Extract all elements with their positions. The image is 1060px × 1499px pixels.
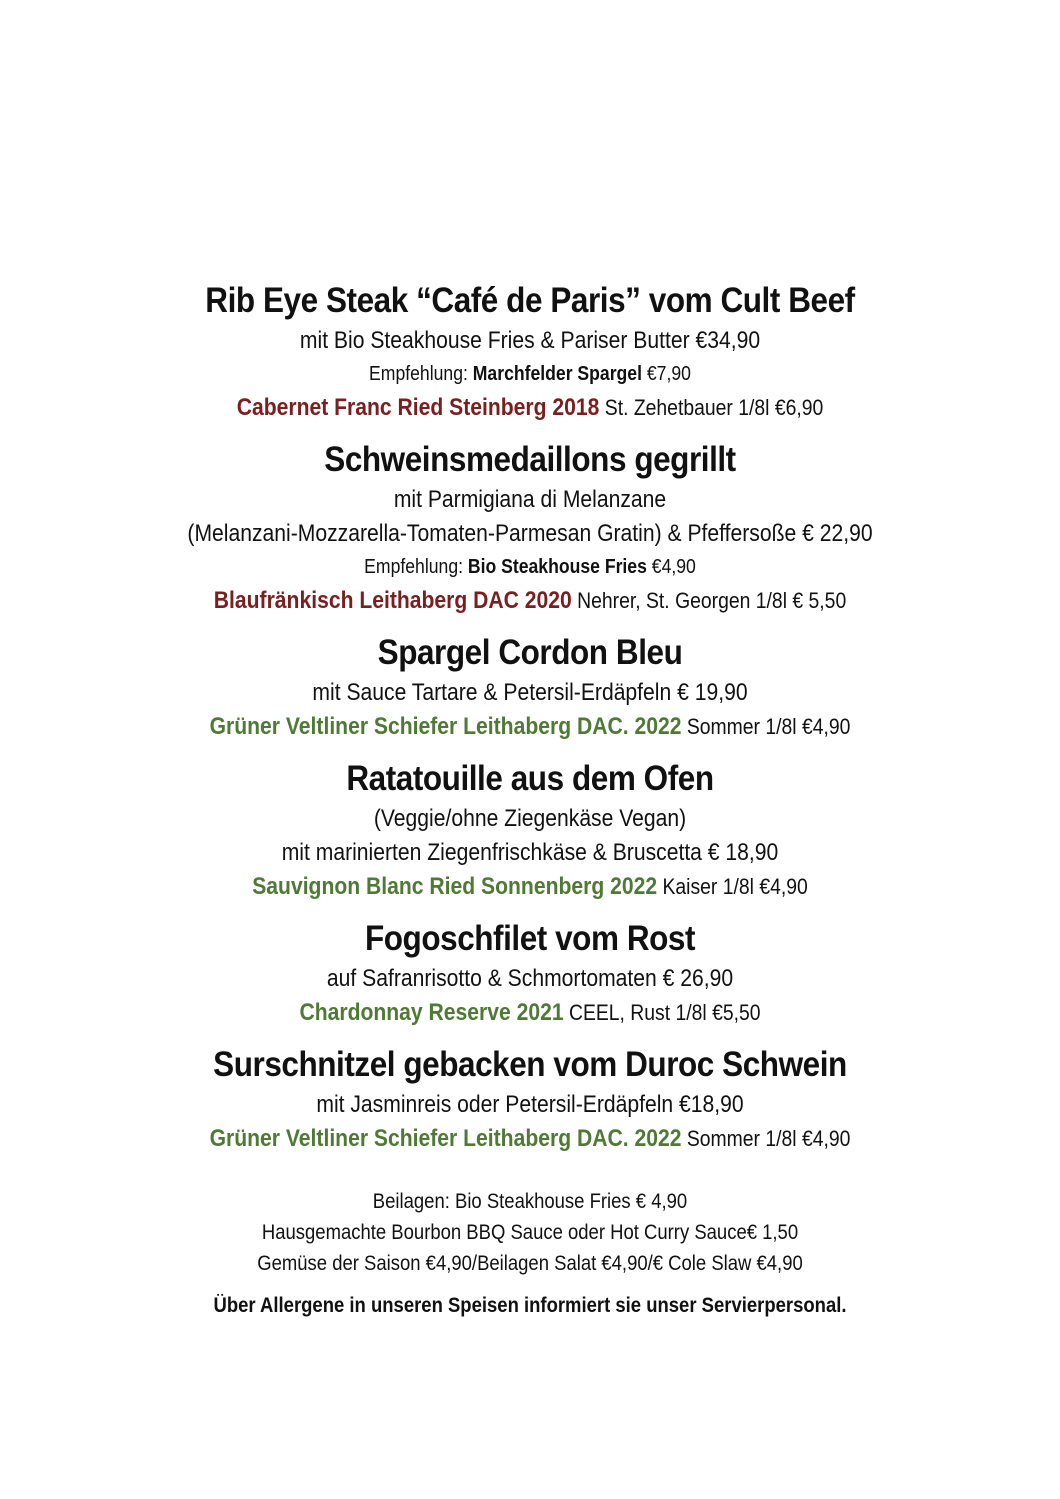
wine-details: Sommer 1/8l €4,90 [681, 714, 851, 739]
recommendation-price: €7,90 [641, 363, 691, 385]
wine-pairing [64, 710, 997, 744]
wine-name: Grüner Veltliner Schiefer Leithaberg DAC. 2022 [209, 1125, 682, 1152]
side-dish-line: Beilagen: Bio Steakhouse Fries € 4,90 [372, 1190, 688, 1213]
wine-details: Sommer 1/8l €4,90 [681, 1126, 851, 1151]
wine-details: CEEL, Rust 1/8l €5,50 [563, 1000, 761, 1025]
dish-recommendation [64, 358, 997, 391]
recommendation-prefix: Empfehlung: [364, 556, 468, 578]
dish-ratatouille [0, 756, 1060, 904]
recommendation-price: €4,90 [646, 556, 696, 578]
dish-title: Rib Eye Steak “Café de Paris” vom Cult Beef [205, 281, 855, 320]
wine-name: Chardonnay Reserve 2021 [299, 999, 564, 1026]
wine-pairing [64, 584, 997, 618]
dish-title: Spargel Cordon Bleu [377, 633, 683, 672]
recommendation-item: Bio Steakhouse Fries [467, 556, 647, 578]
side-dish-line: Gemüse der Saison €4,90/Beilagen Salat €4,90/€ Cole Slaw €4,90 [257, 1252, 803, 1275]
wine-details: Nehrer, St. Georgen 1/8l € 5,50 [571, 588, 847, 613]
dish-title: Ratatouille aus dem Ofen [346, 759, 714, 798]
allergen-note: Über Allergene in unseren Speisen informiert sie unser Servierpersonal. [213, 1294, 847, 1317]
dish-title: Fogoschfilet vom Rost [364, 919, 696, 958]
dish-description: mit Jasminreis oder Petersil-Erdäpfeln €18,90 [316, 1091, 744, 1118]
wine-pairing [64, 391, 997, 425]
wine-pairing [64, 870, 997, 904]
side-dish-line: Hausgemachte Bourbon BBQ Sauce oder Hot Curry Sauce€ 1,50 [261, 1221, 799, 1244]
wine-pairing [64, 1122, 997, 1156]
dish-schweinsmedaillons [0, 437, 1060, 618]
dish-description: auf Safranrisotto & Schmortomaten € 26,90 [326, 965, 734, 992]
dish-description: mit Sauce Tartare & Petersil-Erdäpfeln € 19,90 [312, 679, 748, 706]
dish-title: Surschnitzel gebacken vom Duroc Schwein [213, 1045, 847, 1084]
wine-name: Blaufränkisch Leithaberg DAC 2020 [213, 587, 572, 614]
dish-description: (Melanzani-Mozzarella-Tomaten-Parmesan Gratin) & Pfeffersoße € 22,90 [187, 520, 873, 547]
dish-surschnitzel [0, 1042, 1060, 1156]
wine-name: Grüner Veltliner Schiefer Leithaberg DAC. 2022 [209, 713, 682, 740]
recommendation-prefix: Empfehlung: [369, 363, 473, 385]
menu-page [0, 278, 1060, 1321]
side-dishes [0, 1186, 1060, 1279]
wine-details: St. Zehetbauer 1/8l €6,90 [599, 395, 824, 420]
wine-name: Cabernet Franc Ried Steinberg 2018 [236, 394, 600, 421]
dish-description: mit Parmigiana di Melanzane [393, 486, 667, 513]
wine-name: Sauvignon Blanc Ried Sonnenberg 2022 [252, 873, 658, 900]
dish-description: (Veggie/ohne Ziegenkäse Vegan) [373, 805, 687, 832]
wine-pairing [64, 996, 997, 1030]
dish-recommendation [64, 551, 997, 584]
dish-fogoschfilet [0, 916, 1060, 1030]
wine-details: Kaiser 1/8l €4,90 [657, 874, 808, 899]
dish-description: mit marinierten Ziegenfrischkäse & Bruscetta € 18,90 [281, 839, 779, 866]
dish-spargel-cordon-bleu [0, 630, 1060, 744]
recommendation-item: Marchfelder Spargel [472, 363, 642, 385]
dish-title: Schweinsmedaillons gegrillt [324, 440, 736, 479]
dish-description: mit Bio Steakhouse Fries & Pariser Butter €34,90 [299, 327, 761, 354]
dish-rib-eye-steak [0, 278, 1060, 425]
